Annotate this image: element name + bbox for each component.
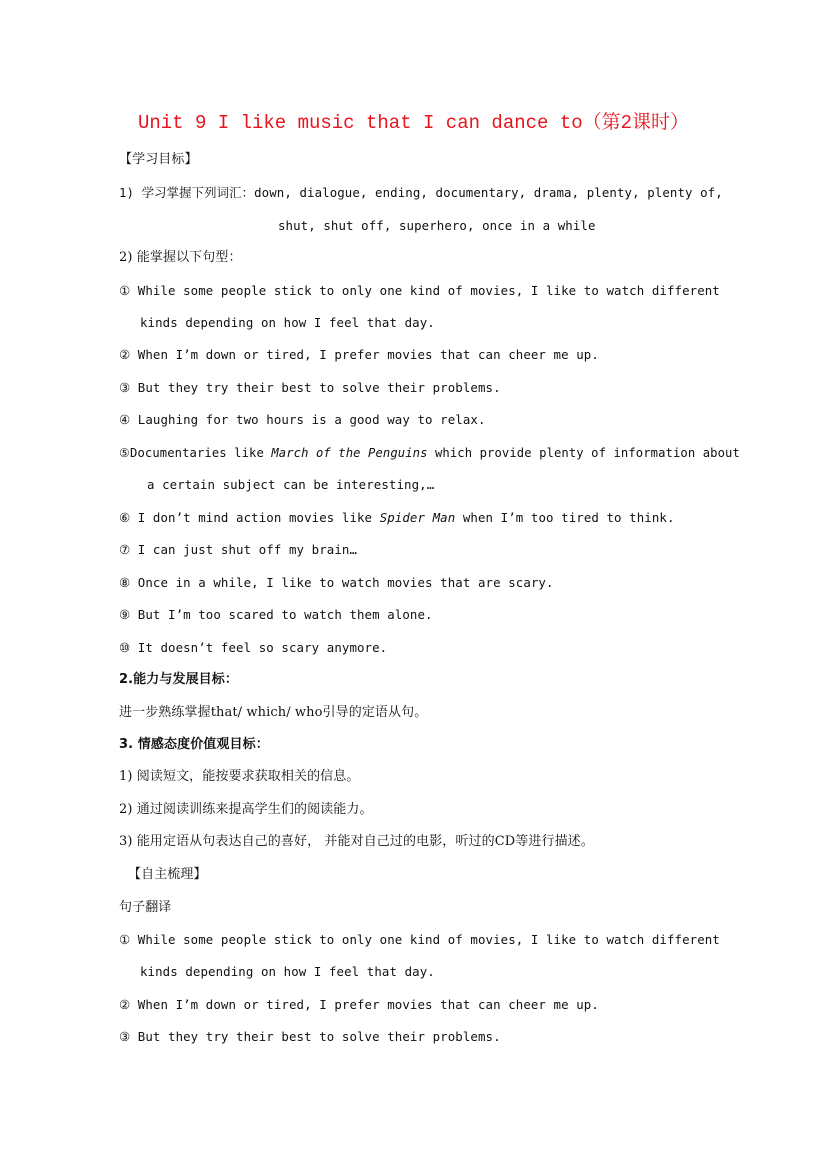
sentence-6-pre: ⑥ I don’t mind action movies like <box>119 510 380 525</box>
sentence-5-post: which provide plenty of information about <box>427 446 740 460</box>
sentence-2: ② When I’m down or tired, I prefer movies that can cheer me up. <box>119 347 599 362</box>
sentence-10: ⑩ It doesn’t feel so scary anymore. <box>119 640 388 655</box>
ability-text: 进一步熟练掌握that/ which/ who引导的定语从句。 <box>119 705 428 720</box>
emotion-item-1: 1) 阅读短文，能按要求获取相关的信息。 <box>119 769 360 784</box>
emotion-heading: 3. 情感态度价值观目标： <box>119 737 269 752</box>
objectives-heading: 【学习目标】 <box>119 152 198 167</box>
sentence-4: ④ Laughing for two hours is a good way to relax. <box>119 412 486 427</box>
sentence-5b: a certain subject can be interesting,… <box>147 477 435 492</box>
sentence-7: ⑦ I can just shut off my brain… <box>119 542 358 557</box>
sentence-6-italic: Spider Man <box>379 510 456 525</box>
sentence-5-italic: March of the Penguins <box>271 446 428 460</box>
vocab-line-2: shut, shut off, superhero, once in a while <box>278 218 596 233</box>
translate-3: ③ But they try their best to solve their problems. <box>119 1029 501 1044</box>
sentence-1b: kinds depending on how I feel that day. <box>140 315 435 330</box>
sentence-9: ⑨ But I’m too scared to watch them alone. <box>119 607 433 622</box>
sentence-8: ⑧ Once in a while, I like to watch movies that are scary. <box>119 575 554 590</box>
translate-2: ② When I’m down or tired, I prefer movies that can cheer me up. <box>119 997 599 1012</box>
ability-heading: 2.能力与发展目标： <box>119 672 238 687</box>
sentence-5-pre: ⑤Documentaries like <box>119 446 272 460</box>
translate-heading: 句子翻译 <box>119 900 172 915</box>
sentence-5a <box>119 443 740 463</box>
sentence-6 <box>119 508 675 528</box>
vocab-line-1: 1) 学习掌握下列词汇：down, dialogue, ending, documentary, drama, plenty, plenty of, <box>119 185 723 200</box>
self-study-heading: 【自主梳理】 <box>128 867 207 882</box>
sentence-3: ③ But they try their best to solve their problems. <box>119 380 501 395</box>
sentence-1a: ① While some people stick to only one kind of movies, I like to watch different <box>119 283 720 298</box>
emotion-item-2: 2) 通过阅读训练来提高学生们的阅读能力。 <box>119 802 373 817</box>
translate-1b: kinds depending on how I feel that day. <box>140 964 435 979</box>
sentence-6-post: when I’m too tired to think. <box>455 510 675 525</box>
page-title: Unit 9 I like music that I can dance to（第2课时） <box>137 112 690 134</box>
emotion-item-3: 3) 能用定语从句表达自己的喜好， 并能对自己过的电影，听过的CD等进行描述。 <box>119 834 594 849</box>
translate-1a: ① While some people stick to only one kind of movies, I like to watch different <box>119 932 720 947</box>
patterns-heading: 2) 能掌握以下句型： <box>119 250 242 265</box>
